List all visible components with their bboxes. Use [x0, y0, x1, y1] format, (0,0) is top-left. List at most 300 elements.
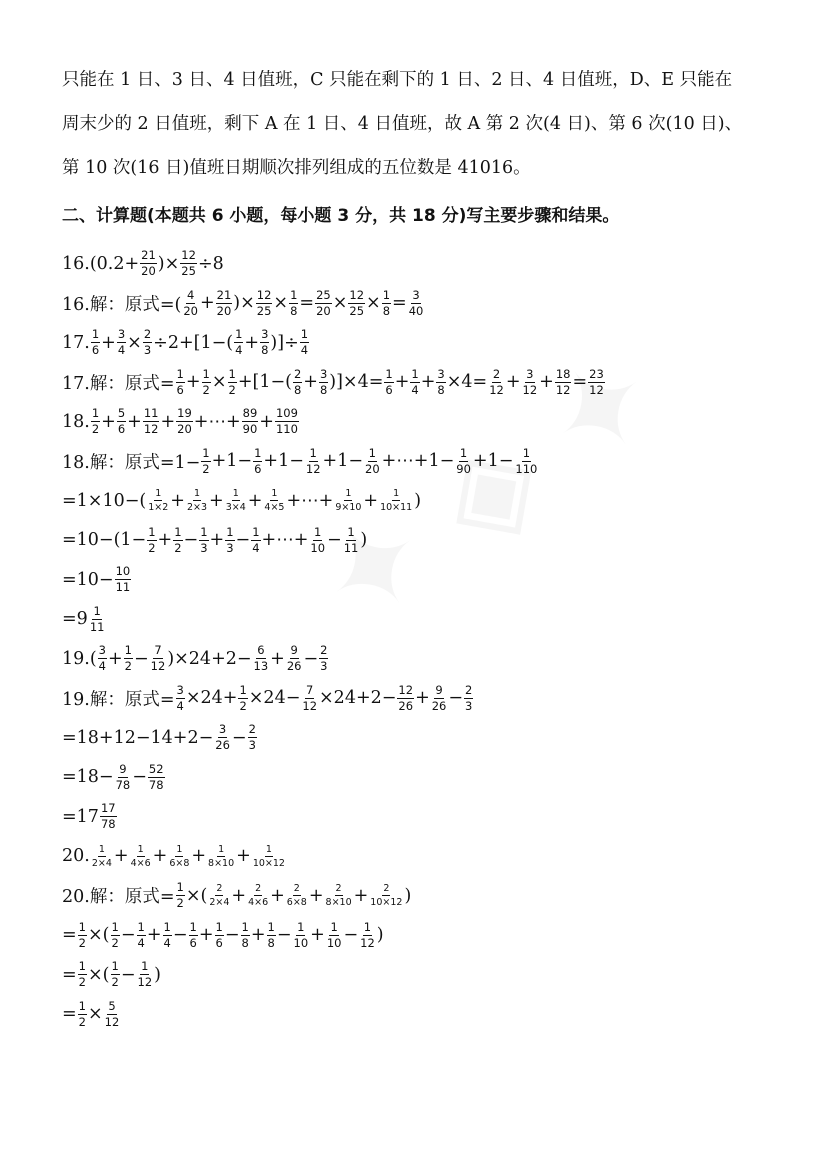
- fraction: [248, 723, 257, 752]
- denominator: 4×6: [130, 857, 151, 869]
- denominator: 13: [253, 659, 269, 674]
- fraction: [163, 921, 172, 950]
- math-text: +: [244, 332, 260, 353]
- fraction: [286, 644, 303, 673]
- math-line: [62, 639, 782, 679]
- fraction: [309, 526, 326, 555]
- math-text: )×: [157, 253, 180, 274]
- fraction: [111, 921, 120, 950]
- fraction: [168, 844, 190, 869]
- math-text: ×24+: [185, 688, 238, 709]
- math-text: −: [172, 925, 188, 946]
- denominator: 6: [254, 461, 262, 476]
- denominator: 8: [241, 935, 249, 950]
- fraction: [115, 565, 132, 594]
- numerator: 2: [492, 366, 501, 381]
- math-text: +: [185, 372, 201, 393]
- fraction: [305, 447, 322, 476]
- numerator: 1: [309, 445, 317, 460]
- math-text: +: [157, 530, 173, 551]
- math-text: ): [376, 925, 384, 946]
- numerator: 1: [239, 682, 247, 697]
- numerator: 1: [124, 643, 132, 658]
- math-text: +: [247, 490, 263, 511]
- denominator: 4: [176, 698, 184, 713]
- math-text: +: [152, 846, 168, 867]
- numerator: 1: [174, 524, 182, 539]
- numerator: 3: [526, 366, 534, 381]
- denominator: 2: [91, 422, 100, 437]
- fraction: [241, 921, 250, 950]
- math-text: 18.: [62, 411, 90, 432]
- fraction: [199, 526, 208, 555]
- denominator: 90: [456, 461, 471, 476]
- numerator: 1: [137, 843, 144, 855]
- fraction: [588, 368, 605, 397]
- numerator: 2: [248, 722, 256, 737]
- fraction: [325, 883, 353, 908]
- numerator: 12: [181, 248, 196, 263]
- denominator: 2: [228, 382, 236, 397]
- math-text: =: [62, 1004, 77, 1025]
- denominator: 10×12: [252, 857, 285, 869]
- numerator: 1: [228, 366, 236, 381]
- numerator: 1: [202, 445, 210, 460]
- denominator: 2: [202, 382, 210, 397]
- math-text: +: [170, 490, 185, 511]
- fraction: [275, 407, 299, 436]
- fraction: [267, 921, 276, 950]
- denominator: 2: [124, 659, 132, 674]
- numerator: 5: [108, 998, 116, 1013]
- denominator: 12: [137, 975, 153, 990]
- math-line: [62, 876, 782, 916]
- math-line: [62, 481, 782, 521]
- math-text: =18+12−14+2−: [62, 727, 214, 748]
- numerator: 2: [255, 883, 262, 895]
- denominator: 3: [143, 343, 152, 358]
- fraction: [111, 960, 120, 989]
- fraction: [410, 368, 419, 397]
- fraction: [436, 368, 445, 397]
- math-text: +: [259, 411, 274, 432]
- fraction: [89, 605, 106, 634]
- fraction: [208, 883, 230, 908]
- numerator: 1: [459, 445, 468, 460]
- denominator: 2: [78, 975, 86, 990]
- fraction: [115, 763, 132, 792]
- math-line: [62, 323, 782, 363]
- numerator: 1: [78, 919, 86, 934]
- math-text: +[1−(: [237, 372, 292, 393]
- math-line: [62, 718, 782, 758]
- numerator: 1: [148, 524, 156, 539]
- denominator: 20: [216, 303, 232, 318]
- denominator: 20: [183, 303, 198, 318]
- math-text: +: [308, 885, 324, 906]
- math-text: ): [154, 964, 161, 985]
- fraction: [555, 368, 572, 397]
- denominator: 8: [261, 343, 269, 358]
- numerator: 12: [349, 287, 365, 302]
- denominator: 4: [252, 540, 260, 555]
- fraction: [348, 289, 365, 318]
- denominator: 3: [320, 659, 328, 674]
- denominator: 26: [398, 698, 414, 713]
- numerator: 1: [218, 843, 225, 855]
- denominator: 4: [137, 935, 145, 950]
- denominator: 3: [248, 738, 256, 753]
- fraction: [253, 644, 270, 673]
- math-text: −: [235, 530, 251, 551]
- denominator: 12: [589, 382, 604, 397]
- numerator: 2: [293, 883, 300, 895]
- denominator: 2: [111, 975, 119, 990]
- fraction: [189, 921, 198, 950]
- math-text: ×(: [185, 885, 208, 906]
- math-text: =9: [62, 609, 88, 630]
- math-text: +: [160, 411, 176, 432]
- fraction: [176, 684, 185, 713]
- math-text: −: [276, 925, 292, 946]
- numerator: 1: [78, 959, 86, 974]
- intro-paragraph: [62, 58, 782, 190]
- fraction: [252, 844, 286, 869]
- numerator: 1: [393, 488, 400, 500]
- denominator: 6: [91, 343, 100, 358]
- fraction: [91, 328, 100, 357]
- math-text: =: [62, 964, 77, 985]
- math-text: ×: [88, 1004, 103, 1025]
- numerator: 1: [252, 524, 260, 539]
- fraction: [143, 328, 152, 357]
- denominator: 25: [349, 303, 365, 318]
- fraction: [182, 289, 199, 318]
- math-text: ÷8: [197, 253, 224, 274]
- math-line: [62, 600, 782, 640]
- numerator: 1: [290, 287, 298, 302]
- numerator: 19: [177, 406, 192, 421]
- fraction: [176, 881, 185, 910]
- denominator: 12: [489, 382, 504, 397]
- denominator: 20: [316, 303, 331, 318]
- math-text: ×4=: [446, 372, 488, 393]
- denominator: 2×4: [91, 857, 112, 869]
- denominator: 1×2: [148, 502, 169, 514]
- denominator: 6×8: [286, 897, 307, 909]
- math-line: [62, 402, 782, 442]
- fraction: [319, 368, 328, 397]
- fraction: [455, 447, 472, 476]
- fraction: [117, 407, 126, 436]
- math-text: ×24−: [248, 688, 301, 709]
- fraction: [488, 368, 505, 397]
- numerator: 3: [437, 366, 445, 381]
- math-line: [62, 837, 782, 877]
- fraction: [384, 368, 393, 397]
- denominator: 12: [150, 659, 166, 674]
- math-text: =17: [62, 806, 99, 827]
- denominator: 4: [235, 343, 243, 358]
- numerator: 1: [267, 919, 275, 934]
- numerator: 1: [176, 843, 183, 855]
- math-text: +: [191, 846, 207, 867]
- numerator: 2: [335, 883, 342, 895]
- math-text: =: [392, 293, 407, 314]
- math-text: +: [146, 925, 162, 946]
- math-text: =10−(1−: [62, 530, 147, 551]
- math-text: +: [420, 372, 436, 393]
- numerator: 1: [254, 445, 262, 460]
- math-text: +: [250, 925, 266, 946]
- fraction: [334, 488, 362, 513]
- fraction: [379, 488, 413, 513]
- math-text: )×: [233, 293, 255, 314]
- math-text: +: [270, 648, 285, 669]
- math-text: −: [132, 767, 147, 788]
- denominator: 2×4: [209, 897, 230, 909]
- fraction: [464, 684, 473, 713]
- math-text: ×: [211, 372, 227, 393]
- math-text: −: [327, 530, 342, 551]
- numerator: 17: [100, 801, 116, 816]
- numerator: 109: [275, 406, 298, 421]
- fraction: [124, 644, 133, 673]
- math-line: [62, 442, 782, 482]
- math-text: −: [183, 530, 199, 551]
- denominator: 4: [411, 382, 419, 397]
- numerator: 1: [300, 327, 309, 342]
- denominator: 3: [226, 540, 234, 555]
- fraction: [514, 447, 538, 476]
- denominator: 8: [319, 382, 328, 397]
- numerator: 1: [232, 488, 239, 500]
- math-text: ): [404, 885, 412, 906]
- math-text: +: [113, 846, 129, 867]
- math-text: 17.: [62, 332, 90, 353]
- denominator: 10: [293, 935, 309, 950]
- fraction: [247, 883, 269, 908]
- fraction: [263, 488, 285, 513]
- denominator: 8: [437, 382, 445, 397]
- fraction: [78, 1000, 87, 1029]
- numerator: 3: [412, 287, 420, 302]
- math-text: 18.解：原式=1−: [62, 452, 201, 473]
- denominator: 6: [176, 382, 184, 397]
- denominator: 2: [111, 935, 119, 950]
- math-text: +: [198, 925, 214, 946]
- math-text: +: [303, 372, 318, 393]
- numerator: 1: [226, 524, 234, 539]
- fraction: [137, 921, 146, 950]
- fraction: [176, 407, 193, 436]
- math-text: +⋯+1−: [381, 451, 455, 472]
- numerator: 2: [383, 883, 390, 895]
- denominator: 3: [465, 698, 473, 713]
- denominator: 11: [115, 580, 131, 595]
- denominator: 78: [148, 777, 164, 792]
- math-text: −: [448, 688, 464, 709]
- math-text: ): [360, 530, 368, 551]
- math-text: −: [343, 925, 359, 946]
- math-text: 16.解：原式=(: [62, 294, 182, 315]
- math-text: ): [414, 490, 422, 511]
- math-text: 16.(0.2+: [62, 253, 140, 274]
- paragraph-line: 周末少的 2 日值班，剩下 A 在 1 日、4 日值班，故 A 第 2 次(4 日)、第 6 次(10 日)、: [62, 114, 743, 134]
- math-text: +: [363, 490, 379, 511]
- denominator: 2: [78, 935, 86, 950]
- math-text: =10−: [62, 569, 114, 590]
- numerator: 1: [93, 603, 101, 618]
- numerator: 18: [555, 366, 571, 381]
- math-lines: [62, 244, 782, 1034]
- numerator: 1: [363, 919, 372, 934]
- fraction: [78, 921, 87, 950]
- numerator: 7: [306, 682, 314, 697]
- denominator: 12: [360, 935, 375, 950]
- numerator: 1: [163, 919, 171, 934]
- denominator: 20: [365, 461, 380, 476]
- fraction: [214, 723, 231, 752]
- fraction: [176, 368, 185, 397]
- denominator: 26: [431, 698, 447, 713]
- math-text: −: [224, 925, 240, 946]
- numerator: 1: [78, 998, 86, 1013]
- math-text: =: [62, 925, 77, 946]
- numerator: 3: [117, 327, 126, 342]
- math-text: ×24+2−: [319, 688, 397, 709]
- fraction: [130, 844, 152, 869]
- math-text: −: [231, 727, 247, 748]
- math-text: +: [270, 885, 285, 906]
- fraction: [364, 447, 381, 476]
- denominator: 4×6: [248, 897, 269, 909]
- denominator: 25: [256, 303, 272, 318]
- denominator: 20: [177, 422, 192, 437]
- fraction: [319, 644, 328, 673]
- paragraph-line: 只能在 1 日、3 日、4 日值班，C 只能在剩下的 1 日、2 日、4 日值班，D、E 只能在: [62, 70, 733, 90]
- denominator: 2: [148, 540, 156, 555]
- math-text: +1−: [211, 451, 253, 472]
- math-line: [62, 955, 782, 995]
- denominator: 90: [242, 422, 258, 437]
- numerator: 1: [241, 919, 249, 934]
- math-text: +1−: [472, 451, 514, 472]
- denominator: 12: [104, 1014, 120, 1029]
- denominator: 12: [555, 382, 571, 397]
- fraction: [431, 684, 448, 713]
- math-text: )]×4=: [329, 372, 384, 393]
- math-line: [62, 363, 782, 403]
- numerator: 1: [265, 843, 272, 855]
- fraction: [359, 921, 376, 950]
- numerator: 1: [235, 327, 243, 342]
- denominator: 78: [100, 817, 116, 832]
- numerator: 1: [385, 366, 393, 381]
- math-text: +: [310, 925, 325, 946]
- numerator: 11: [143, 406, 159, 421]
- denominator: 9×10: [335, 502, 362, 514]
- math-text: 20.: [62, 846, 90, 867]
- denominator: 11: [343, 540, 359, 555]
- math-text: 20.解：原式=: [62, 887, 175, 908]
- numerator: 1: [111, 959, 119, 974]
- denominator: 12: [302, 698, 318, 713]
- math-text: ×(: [88, 925, 110, 946]
- math-line: [62, 797, 782, 837]
- numerator: 1: [345, 488, 352, 500]
- math-text: =: [299, 293, 315, 314]
- fraction: [242, 407, 259, 436]
- math-text: ×: [332, 293, 348, 314]
- math-line: [62, 244, 782, 284]
- fraction: [137, 960, 154, 989]
- fraction: [148, 763, 165, 792]
- numerator: 1: [368, 445, 376, 460]
- math-text: +: [415, 688, 430, 709]
- denominator: 6: [215, 935, 223, 950]
- denominator: 2: [78, 1014, 86, 1029]
- math-text: ×(: [88, 964, 110, 985]
- numerator: 1: [202, 366, 210, 381]
- denominator: 26: [215, 738, 230, 753]
- fraction: [215, 921, 224, 950]
- denominator: 8×10: [325, 897, 352, 909]
- math-text: 19.(: [62, 648, 97, 669]
- math-text: +: [209, 530, 225, 551]
- denominator: 10: [326, 935, 342, 950]
- denominator: 8: [267, 935, 275, 950]
- fraction: [293, 921, 310, 950]
- fraction: [382, 289, 391, 318]
- numerator: 1: [411, 366, 419, 381]
- fraction: [225, 526, 234, 555]
- numerator: 10: [115, 564, 131, 579]
- fraction: [150, 644, 167, 673]
- numerator: 1: [176, 880, 184, 895]
- math-text: ×: [366, 293, 381, 314]
- numerator: 6: [257, 643, 265, 658]
- fraction: [408, 289, 425, 318]
- numerator: 25: [316, 287, 331, 302]
- math-text: +: [231, 885, 247, 906]
- numerator: 2: [216, 883, 223, 895]
- section-title: 二、计算题(本题共 6 小题，每小题 3 分，共 18 分)写主要步骤和结果。: [62, 206, 620, 226]
- numerator: 1: [330, 919, 338, 934]
- numerator: 12: [398, 682, 414, 697]
- denominator: 2: [174, 540, 182, 555]
- fraction: [201, 447, 210, 476]
- denominator: 10×12: [370, 897, 403, 909]
- fraction: [143, 407, 160, 436]
- fraction: [225, 488, 247, 513]
- fraction: [238, 684, 247, 713]
- numerator: 7: [154, 643, 162, 658]
- numerator: 1: [91, 327, 100, 342]
- denominator: 3: [200, 540, 208, 555]
- fraction: [256, 289, 273, 318]
- math-text: +: [101, 332, 116, 353]
- fraction: [293, 368, 302, 397]
- fraction: [228, 368, 237, 397]
- numerator: 2: [293, 366, 302, 381]
- denominator: 12: [305, 461, 321, 476]
- numerator: 3: [98, 643, 106, 658]
- fraction: [173, 526, 182, 555]
- paragraph-line: 第 10 次(16 日)值班日期顺次排列组成的五位数是 41016。: [62, 158, 531, 178]
- numerator: 1: [382, 287, 391, 302]
- fraction: [100, 802, 117, 831]
